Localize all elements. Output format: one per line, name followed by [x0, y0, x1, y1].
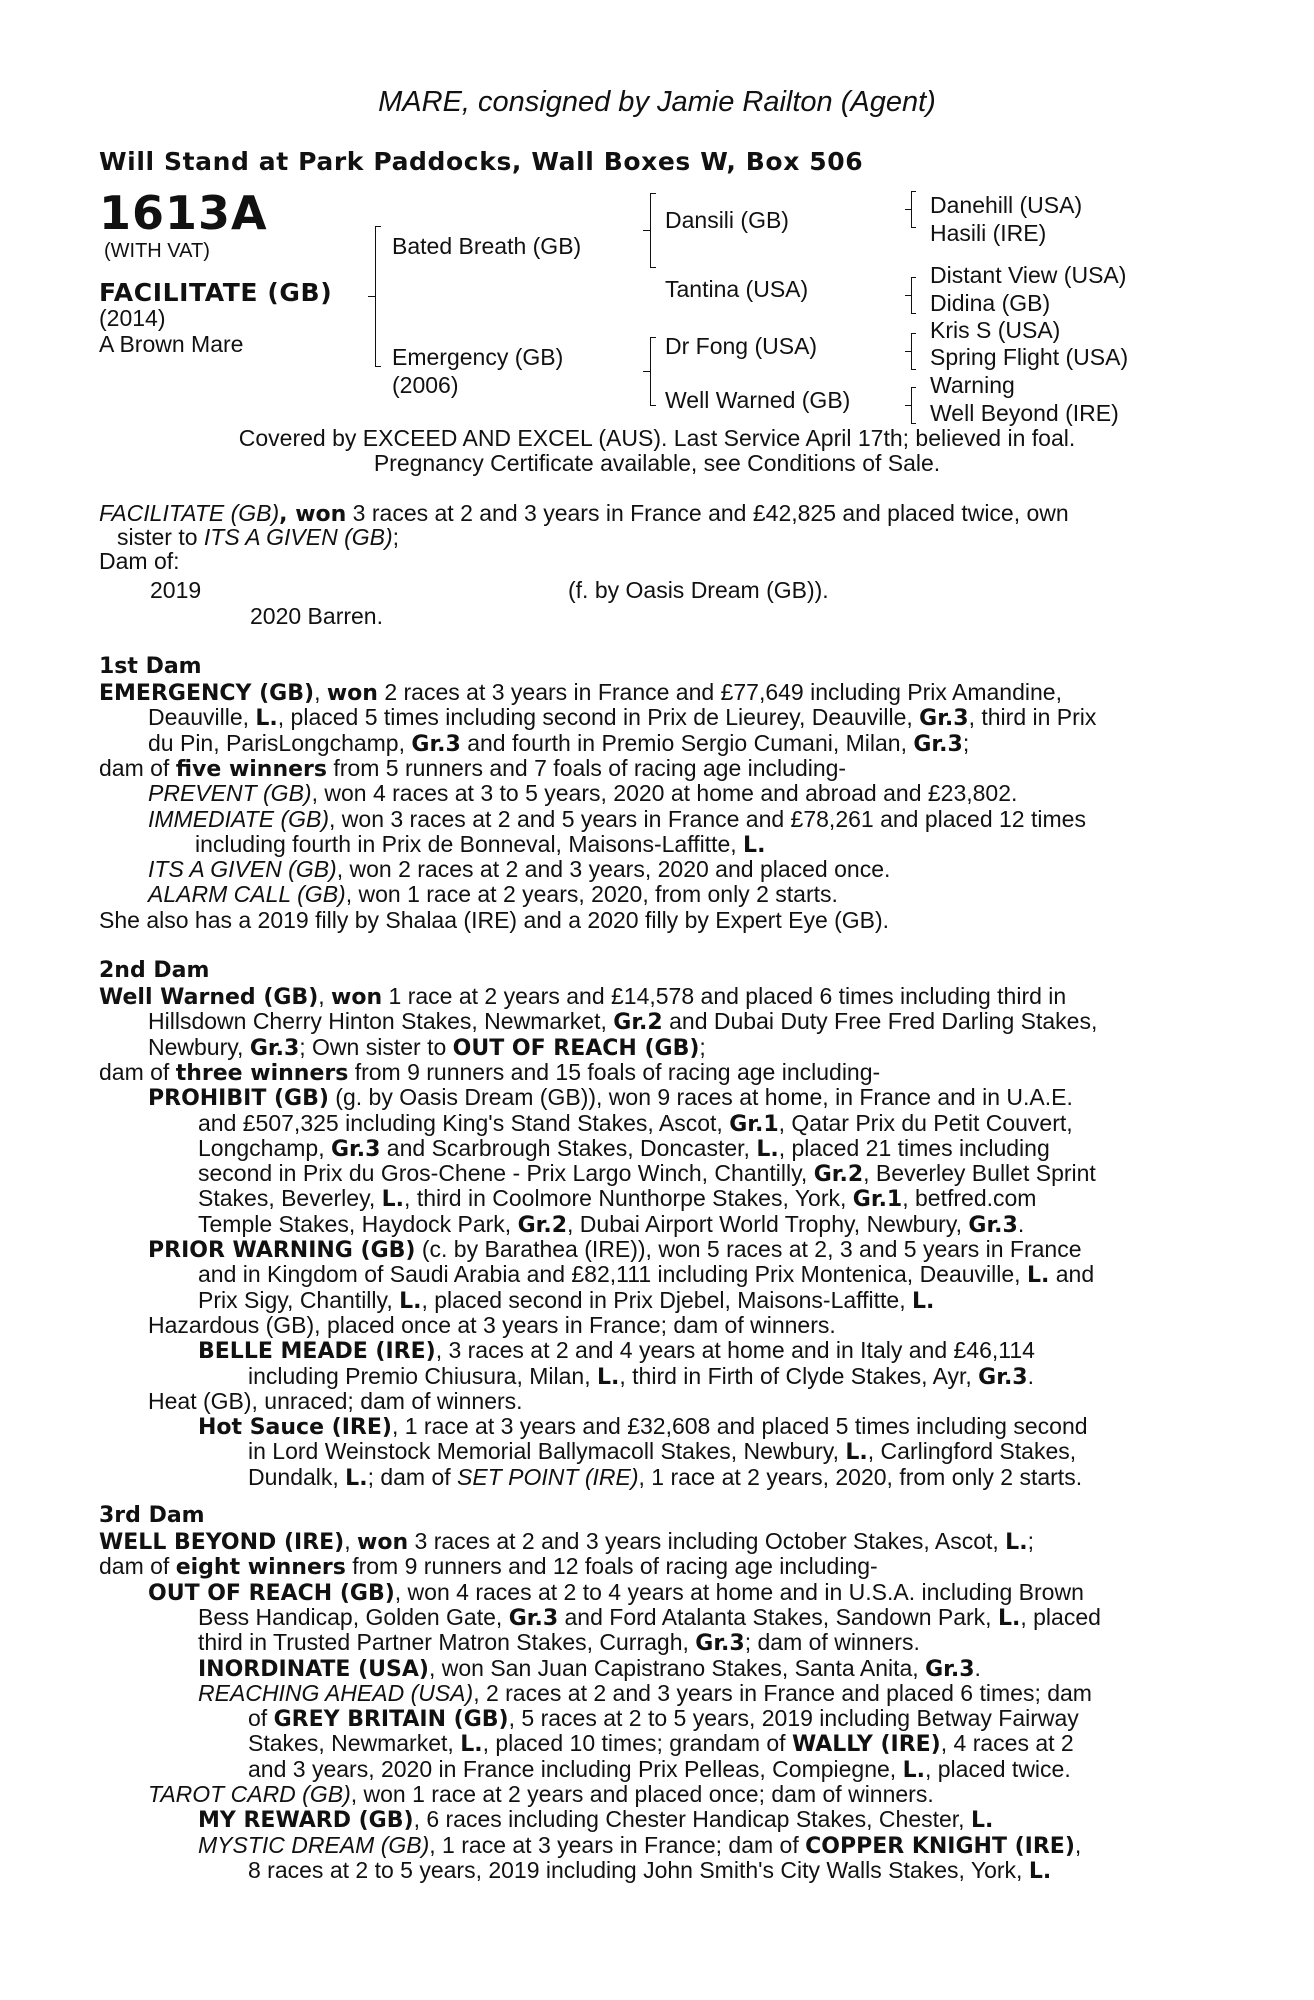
third-dam-line [248, 1707, 1079, 1731]
pedigree-sire-dam: Tantina (USA) [665, 276, 809, 302]
first-dam-line-seg: Gr.3 [919, 706, 969, 732]
second-dam-line [198, 1339, 1035, 1363]
second-dam-line [198, 1210, 1025, 1238]
second-dam-line-seg: Stakes, Beverley, [198, 1185, 382, 1212]
first-dam-line [99, 754, 847, 782]
second-dam-line-seg: Dundalk, [248, 1463, 346, 1490]
second-dam-line-seg: Longchamp, [198, 1134, 331, 1161]
second-dam-line-seg: Newbury, [148, 1033, 250, 1060]
second-dam-line-seg: Hillsdown Cherry Hinton Stakes, Newmarket, [148, 1008, 614, 1035]
pedigree-dam-year: (2006) [392, 372, 459, 398]
third-dam-line-seg: . [974, 1654, 981, 1681]
third-dam-line-seg: Stakes, Newmarket, [248, 1730, 461, 1757]
second-dam-line-seg: , betfred.com [902, 1185, 1037, 1212]
first-dam-line-seg: du Pin, ParisLongchamp, [148, 729, 412, 756]
second-dam-line [198, 1286, 935, 1314]
second-dam-line-seg: , placed second in Prix Djebel, Maisons-Laffitte, [421, 1286, 912, 1313]
second-dam-line-seg: Well Warned (GB) [99, 985, 319, 1010]
second-dam-line-seg: Gr.1 [852, 1187, 903, 1213]
third-dam-line [198, 1603, 1101, 1631]
second-dam-line-seg: ; Own sister to [299, 1033, 453, 1060]
second-dam-line-seg: in Lord Weinstock Memorial Ballymacoll Stakes, Newbury, [248, 1438, 846, 1465]
pedigree-dam-sire: Dr Fong (USA) [665, 333, 818, 359]
third-dam-line [248, 1732, 1074, 1756]
intro-foal-2019-seg: (f. by Oasis Dream (GB)). [568, 577, 829, 603]
third-dam-line-seg: , won San Juan Capistrano Stakes, Santa Anita, [428, 1654, 926, 1681]
pedigree-g7: Warning [930, 372, 1015, 398]
second-dam-line-seg: L. [756, 1136, 779, 1162]
first-dam-line-seg: L. [255, 706, 278, 732]
third-dam-line-seg: Gr.3 [508, 1605, 559, 1631]
second-dam-line-seg: ; dam of [367, 1463, 458, 1490]
third-dam-line-seg: ; [1027, 1528, 1034, 1554]
second-dam-line-seg: and [1049, 1261, 1095, 1288]
second-dam-line [148, 1238, 1082, 1262]
third-dam-line-seg: , 2 races at 2 and 3 years in France and placed 6 times; dam [473, 1679, 1092, 1706]
third-dam-line [198, 1679, 1092, 1706]
second-dam-line-seg: OUT OF REACH (GB) [452, 1035, 700, 1061]
second-dam-line-seg: three winners [175, 1060, 349, 1086]
intro-line-3 [99, 550, 180, 573]
second-dam-line-seg: BELLE MEADE (IRE) [198, 1339, 436, 1365]
intro-line-3-seg: Dam of: [99, 548, 180, 574]
pedigree-sire-sire: Dansili (GB) [665, 207, 789, 233]
second-dam-line-seg: Gr.2 [613, 1010, 663, 1036]
second-dam-line-seg: Heat (GB), unraced; dam of winners. [148, 1387, 523, 1414]
first-dam-line-seg: IMMEDIATE (GB) [148, 805, 330, 832]
first-dam-line-seg: L. [743, 832, 766, 858]
pedigree-g5: Kris S (USA) [930, 317, 1061, 343]
pedigree-g3: Distant View (USA) [930, 262, 1127, 288]
section-2nd-dam: 2nd Dam [99, 958, 210, 983]
second-dam-line-seg: L. [345, 1465, 368, 1491]
covered-line-1: Covered by EXCEED AND EXCEL (AUS). Last Service April 17th; believed in foal. [238, 425, 1076, 451]
first-dam-line [148, 883, 838, 906]
second-dam-line [248, 1440, 1076, 1464]
third-dam-line [148, 1578, 1084, 1606]
consignor-line: MARE, consigned by Jamie Railton (Agent) [378, 86, 936, 118]
second-dam-line-seg: Temple Stakes, Haydock Park, [198, 1210, 518, 1237]
second-dam-line [148, 1033, 706, 1061]
intro-line-1-seg: 3 races at 2 and 3 years in France and £42,825 and placed twice, own [346, 500, 1069, 526]
third-dam-line-seg: Gr.3 [925, 1656, 975, 1682]
first-dam-line-seg: dam of [99, 754, 176, 781]
third-dam-line [198, 1808, 993, 1832]
first-dam-line-seg: Gr.3 [411, 731, 461, 757]
second-dam-line-seg: including Premio Chiusura, Milan, [248, 1362, 597, 1389]
third-dam-line-seg: WELL BEYOND (IRE) [99, 1530, 345, 1555]
second-dam-line-seg: Gr.2 [813, 1162, 864, 1188]
first-dam-line [195, 830, 766, 858]
second-dam-line-seg: , Carlingford Stakes, [867, 1438, 1077, 1465]
first-dam-line-seg: , [314, 679, 327, 705]
second-dam-line-seg: dam of [99, 1058, 176, 1085]
third-dam-line-seg: MYSTIC DREAM (GB) [198, 1831, 430, 1858]
second-dam-line [99, 1058, 881, 1086]
third-dam-line-seg: third in Trusted Partner Matron Stakes, Curragh, [198, 1629, 696, 1656]
third-dam-line-seg: L. [970, 1808, 994, 1834]
second-dam-line-seg: Gr.3 [978, 1364, 1028, 1390]
first-dam-line-seg: , placed 5 times including second in Prix de Lieurey, Deauville, [277, 704, 920, 731]
pedigree-g6: Spring Flight (USA) [930, 344, 1129, 370]
third-dam-line-seg: OUT OF REACH (GB) [148, 1580, 395, 1606]
intro-line-2-seg: ITS A GIVEN (GB) [203, 524, 393, 550]
third-dam-line [248, 1856, 1052, 1884]
second-dam-line-seg: . [1017, 1210, 1025, 1237]
third-dam-line-seg: from 9 runners and 12 foals of racing age including- [345, 1553, 878, 1580]
second-dam-line-seg: L. [597, 1364, 620, 1390]
first-dam-line-seg: ALARM CALL (GB) [148, 881, 346, 908]
pedigree-g1: Danehill (USA) [930, 192, 1083, 218]
first-dam-line-seg: PREVENT (GB) [148, 780, 312, 807]
first-dam-line-seg: Gr.3 [913, 731, 963, 757]
second-dam-line-seg: and Scarbrough Stakes, Doncaster, [380, 1134, 757, 1161]
first-dam-line [148, 805, 1086, 832]
first-dam-line-seg: five winners [175, 756, 328, 782]
horse-year: (2014) [99, 305, 166, 331]
second-dam-line-seg: . [1027, 1362, 1034, 1389]
second-dam-line-seg: and Dubai Duty Free Fred Darling Stakes, [662, 1008, 1098, 1035]
second-dam-line-seg: , Beverley Bullet Sprint [863, 1160, 1096, 1187]
intro-line-2 [117, 526, 399, 549]
second-dam-line [248, 1362, 1034, 1390]
second-dam-line-seg: Gr.1 [729, 1111, 779, 1137]
second-dam-line [198, 1134, 1050, 1162]
second-dam-line-seg: Hazardous (GB), placed once at 3 years in France; dam of winners. [148, 1311, 836, 1338]
first-dam-line [99, 681, 1062, 705]
first-dam-line-seg: ; [962, 729, 970, 756]
first-dam-line [148, 706, 1096, 730]
third-dam-line-seg: , 1 race at 3 years in France; dam of [429, 1831, 806, 1858]
second-dam-line-seg: , 1 race at 3 years and £32,608 and placed 5 times including second [391, 1413, 1088, 1440]
second-dam-line-seg: SET POINT (IRE) [457, 1463, 639, 1490]
first-dam-line [148, 729, 970, 757]
third-dam-line-seg: COPPER KNIGHT (IRE) [805, 1833, 1075, 1859]
second-dam-line [198, 1162, 1096, 1186]
first-dam-line [148, 858, 890, 881]
intro-year-2019 [150, 579, 201, 602]
first-dam-line-seg: , won 3 races at 2 and 5 years in France and £78,261 and placed 12 times [329, 805, 1086, 832]
second-dam-line [148, 1010, 1097, 1034]
third-dam-line-seg: eight winners [175, 1555, 346, 1581]
second-dam-line-seg: Hot Sauce (IRE) [198, 1415, 392, 1441]
intro-line-1-seg: , won [279, 502, 347, 527]
third-dam-line-seg: , won 4 races at 2 to 4 years at home and in U.S.A. including Brown [394, 1578, 1084, 1605]
section-1st-dam: 1st Dam [99, 654, 202, 679]
first-dam-line-seg: won [326, 681, 378, 706]
third-dam-line-seg: WALLY (IRE) [791, 1732, 941, 1758]
lot-number: 1613A [99, 186, 268, 240]
third-dam-line-seg: L. [997, 1605, 1021, 1631]
third-dam-line [198, 1654, 981, 1682]
third-dam-line [99, 1555, 878, 1579]
second-dam-line [99, 985, 1066, 1009]
third-dam-line-seg: , 5 races at 2 to 5 years, 2019 including Betway Fairway [508, 1705, 1079, 1732]
third-dam-line [148, 1783, 934, 1806]
second-dam-line-seg: ; [699, 1033, 706, 1060]
third-dam-line-seg: GREY BRITAIN (GB) [273, 1707, 509, 1733]
second-dam-line-seg: Gr.2 [517, 1212, 568, 1238]
third-dam-line-seg: Gr.3 [695, 1631, 745, 1657]
second-dam-line-seg: , Qatar Prix du Petit Couvert, [778, 1109, 1073, 1136]
second-dam-line-seg: , placed 21 times including [778, 1134, 1050, 1161]
third-dam-line-seg: , placed 10 times; grandam of [482, 1730, 792, 1757]
third-dam-line [99, 1530, 1034, 1554]
vat-note: (WITH VAT) [104, 240, 210, 262]
second-dam-line [198, 1415, 1088, 1439]
third-dam-line-seg: L. [460, 1732, 483, 1758]
third-dam-line-seg: TAROT CARD (GB) [148, 1781, 351, 1807]
third-dam-line-seg: REACHING AHEAD (USA) [198, 1679, 474, 1706]
second-dam-line-seg: , 3 races at 2 and 4 years at home and in Italy and £46,114 [435, 1337, 1035, 1364]
third-dam-line-seg: , placed twice. [924, 1755, 1071, 1782]
intro-year-2019-seg: 2019 [150, 577, 202, 603]
second-dam-line [198, 1263, 1094, 1287]
first-dam-line-seg: She also has a 2019 filly by Shalaa (IRE) and a 2020 filly by Expert Eye (GB). [99, 906, 890, 933]
second-dam-line-seg: , third in Coolmore Nunthorpe Stakes, York, [404, 1185, 853, 1212]
second-dam-line-seg: from 9 runners and 15 foals of racing age including- [348, 1058, 881, 1085]
second-dam-line-seg: and £507,325 including King's Stand Stakes, Ascot, [198, 1109, 730, 1136]
third-dam-line-seg: 3 races at 2 and 3 years including October Stakes, Ascot, [408, 1528, 1006, 1554]
intro-line-2-seg: ; [392, 524, 400, 550]
first-dam-line-seg: from 5 runners and 7 foals of racing age including- [327, 754, 847, 781]
second-dam-line-seg: (g. by Oasis Dream (GB)), won 9 races at home, in France and in U.A.E. [328, 1084, 1073, 1111]
third-dam-line-seg: , 6 races including Chester Handicap Stakes, Chester, [413, 1806, 971, 1833]
intro-year-2020 [250, 605, 383, 628]
first-dam-line-seg: and fourth in Premio Sergio Cumani, Milan, [460, 729, 914, 756]
first-dam-line-seg: including fourth in Prix de Bonneval, Maisons-Laffitte, [195, 830, 744, 857]
second-dam-line-seg: and in Kingdom of Saudi Arabia and £82,111 including Prix Montenica, Deauville, [198, 1261, 1027, 1288]
second-dam-line-seg: PROHIBIT (GB) [148, 1086, 329, 1112]
horse-description: A Brown Mare [99, 331, 244, 357]
third-dam-line-seg: , placed [1020, 1603, 1101, 1630]
third-dam-line-seg: and Ford Atalanta Stakes, Sandown Park, [558, 1603, 998, 1630]
third-dam-line-seg: Bess Handicap, Golden Gate, [198, 1603, 509, 1630]
second-dam-line [148, 1311, 836, 1338]
third-dam-line-seg: of [248, 1705, 274, 1732]
second-dam-line-seg: won [331, 985, 383, 1010]
first-dam-line-seg: 2 races at 3 years in France and £77,649 including Prix Amandine, [377, 679, 1062, 705]
third-dam-line-seg: L. [902, 1757, 925, 1783]
third-dam-line-seg: ; dam of winners. [744, 1629, 920, 1656]
second-dam-line [148, 1387, 523, 1414]
third-dam-line-seg: dam of [99, 1553, 176, 1580]
first-dam-line-seg: Deauville, [148, 704, 256, 731]
pedigree-dam: Emergency (GB) [392, 344, 564, 370]
third-dam-line [198, 1831, 1082, 1859]
third-dam-line-seg: INORDINATE (USA) [198, 1656, 429, 1682]
first-dam-line-seg: , won 4 races at 3 to 5 years, 2020 at home and abroad and £23,802. [311, 780, 1018, 807]
third-dam-line-seg: MY REWARD (GB) [198, 1808, 414, 1834]
third-dam-line-seg: 8 races at 2 to 5 years, 2019 including John Smith's City Walls Stakes, York, [248, 1856, 1029, 1883]
first-dam-line-seg: , won 1 race at 2 years, 2020, from only 2 starts. [345, 881, 838, 908]
pedigree-g2: Hasili (IRE) [930, 220, 1047, 246]
first-dam-line-seg: EMERGENCY (GB) [99, 681, 315, 706]
pedigree-g4: Didina (GB) [930, 290, 1051, 316]
second-dam-line-seg: L. [845, 1440, 868, 1466]
pedigree-sire: Bated Breath (GB) [392, 233, 582, 259]
first-dam-line [99, 906, 890, 933]
first-dam-line-seg: , third in Prix [968, 704, 1097, 731]
second-dam-line-seg: , 1 race at 2 years, 2020, from only 2 starts. [638, 1463, 1083, 1490]
second-dam-line [248, 1463, 1083, 1491]
third-dam-line-seg: and 3 years, 2020 in France including Prix Pelleas, Compiegne, [248, 1755, 903, 1782]
pedigree-g8: Well Beyond (IRE) [930, 400, 1119, 426]
second-dam-line-seg: second in Prix du Gros-Chene - Prix Largo Winch, Chantilly, [198, 1160, 814, 1187]
third-dam-line [248, 1755, 1071, 1783]
second-dam-line-seg: , third in Firth of Clyde Stakes, Ayr, [619, 1362, 979, 1389]
second-dam-line-seg: L. [911, 1288, 935, 1314]
first-dam-line-seg: , won 2 races at 2 and 3 years, 2020 and placed once. [336, 856, 891, 883]
third-dam-line-seg: won [357, 1530, 409, 1555]
second-dam-line-seg: L. [399, 1288, 422, 1314]
third-dam-line-seg: , 4 races at 2 [940, 1730, 1074, 1757]
section-3rd-dam: 3rd Dam [99, 1503, 205, 1528]
third-dam-line-seg: , won 1 race at 2 years and placed once; dam of winners. [350, 1781, 934, 1807]
second-dam-line-seg: Prix Sigy, Chantilly, [198, 1286, 400, 1313]
second-dam-line-seg: PRIOR WARNING (GB) [148, 1238, 416, 1263]
location-line: Will Stand at Park Paddocks, Wall Boxes W, Box 506 [99, 147, 864, 176]
third-dam-line [198, 1631, 920, 1655]
first-dam-line-seg: ITS A GIVEN (GB) [148, 856, 337, 883]
intro-line-2-seg: sister to [117, 524, 204, 550]
second-dam-line-seg: L. [381, 1187, 405, 1213]
intro-foal-2019 [568, 579, 829, 602]
second-dam-line [198, 1187, 1036, 1211]
first-dam-line [148, 782, 1017, 805]
second-dam-line-seg: 1 race at 2 years and £14,578 and placed 6 times including third in [382, 983, 1067, 1009]
intro-year-2020-seg: 2020 Barren. [250, 603, 383, 629]
second-dam-line-seg: , [318, 983, 332, 1009]
second-dam-line [148, 1086, 1073, 1110]
second-dam-line-seg: , Dubai Airport World Trophy, Newbury, [567, 1210, 969, 1237]
second-dam-line-seg: (c. by Barathea (IRE)), won 5 races at 2, 3 and 5 years in France [415, 1236, 1082, 1262]
third-dam-line-seg: L. [1005, 1530, 1028, 1555]
third-dam-line-seg: , [344, 1528, 358, 1554]
pedigree-dam-dam: Well Warned (GB) [665, 387, 851, 413]
third-dam-line-seg: L. [1028, 1858, 1052, 1884]
third-dam-line-seg: , [1074, 1831, 1082, 1858]
covered-line-2: Pregnancy Certificate available, see Conditions of Sale. [373, 450, 941, 476]
intro-line-1-seg: FACILITATE (GB) [99, 500, 280, 526]
horse-name: FACILITATE (GB) [99, 278, 333, 307]
second-dam-line-seg: Gr.3 [330, 1136, 381, 1162]
intro-line-1 [99, 502, 1069, 526]
second-dam-line-seg: Gr.3 [249, 1035, 300, 1061]
second-dam-line-seg: Gr.3 [968, 1212, 1018, 1238]
second-dam-line [198, 1109, 1073, 1137]
second-dam-line-seg: L. [1026, 1263, 1050, 1289]
